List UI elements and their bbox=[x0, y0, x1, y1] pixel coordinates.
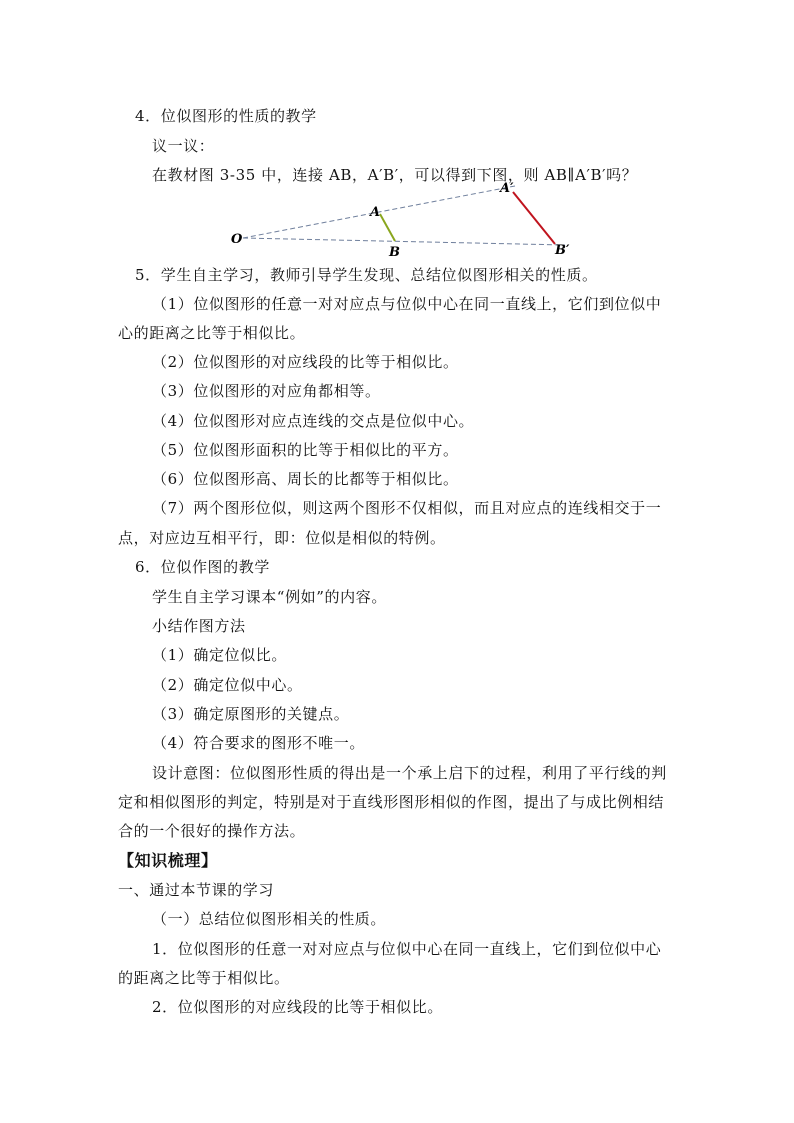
homothety-figure bbox=[225, 176, 585, 258]
method-summary-label: 小结作图方法 bbox=[152, 617, 246, 635]
segment-a-prime-b-prime bbox=[513, 192, 555, 244]
property-1-line-2: 心的距离之比等于相似比。 bbox=[118, 324, 306, 342]
property-7-line-1: （7）两个图形位似，则这两个图形不仅相似，而且对应点的连线相交于一 bbox=[152, 499, 662, 517]
design-intent-line-2: 定和相似图形的判定，特别是对于直线形图形相似的作图，提出了与成比例相结 bbox=[118, 793, 665, 811]
self-study-line: 学生自主学习课本“例如”的内容。 bbox=[152, 588, 387, 606]
knowledge-heading: 【知识梳理】 bbox=[118, 851, 218, 870]
segment-ab bbox=[380, 214, 395, 241]
property-7-line-2: 点，对应边互相平行，即：位似是相似的特例。 bbox=[118, 529, 446, 547]
design-intent-line-1: 设计意图：位似图形性质的得出是一个承上启下的过程，利用了平行线的判 bbox=[152, 764, 667, 782]
point-b-prime-label: B′ bbox=[555, 243, 570, 258]
parallel-question: 在教材图 3-35 中，连接 AB，A′B′，可以得到下图，则 AB∥A′B′吗？ bbox=[152, 166, 638, 184]
property-4: （4）位似图形对应点连线的交点是位似中心。 bbox=[152, 412, 475, 430]
knowledge-subheading: （一）总结位似图形相关的性质。 bbox=[152, 910, 387, 928]
point-o-label: O bbox=[231, 232, 243, 247]
section-6-heading: 6．位似作图的教学 bbox=[135, 558, 270, 576]
property-6: （6）位似图形高、周长的比都等于相似比。 bbox=[152, 470, 459, 488]
section-4-heading: 4．位似图形的性质的教学 bbox=[135, 107, 317, 125]
method-3: （3）确定原图形的关键点。 bbox=[152, 705, 350, 723]
point-a-label: A bbox=[370, 205, 381, 220]
method-4: （4）符合要求的图形不唯一。 bbox=[152, 734, 365, 752]
ray-o-b bbox=[243, 238, 565, 245]
discuss-label: 议一议： bbox=[152, 137, 215, 155]
point-a-prime-label: A′ bbox=[500, 181, 514, 196]
method-1: （1）确定位似比。 bbox=[152, 646, 287, 664]
method-2: （2）确定位似中心。 bbox=[152, 676, 303, 694]
knowledge-item-2: 2．位似图形的对应线段的比等于相似比。 bbox=[152, 998, 443, 1016]
section-5-heading: 5．学生自主学习，教师引导学生发现、总结位似图形相关的性质。 bbox=[135, 266, 598, 284]
design-intent-line-3: 合的一个很好的操作方法。 bbox=[118, 822, 306, 840]
knowledge-intro: 一、通过本节课的学习 bbox=[118, 881, 275, 899]
property-1-line-1: （1）位似图形的任意一对对应点与位似中心在同一直线上，它们到位似中 bbox=[152, 295, 662, 313]
property-5: （5）位似图形面积的比等于相似比的平方。 bbox=[152, 441, 459, 459]
knowledge-item-1-line-2: 的距离之比等于相似比。 bbox=[118, 969, 290, 987]
property-3: （3）位似图形的对应角都相等。 bbox=[152, 382, 381, 400]
property-2: （2）位似图形的对应线段的比等于相似比。 bbox=[152, 353, 459, 371]
knowledge-item-1-line-1: 1．位似图形的任意一对对应点与位似中心在同一直线上，它们到位似中心 bbox=[152, 940, 662, 958]
point-b-label: B bbox=[389, 245, 400, 258]
